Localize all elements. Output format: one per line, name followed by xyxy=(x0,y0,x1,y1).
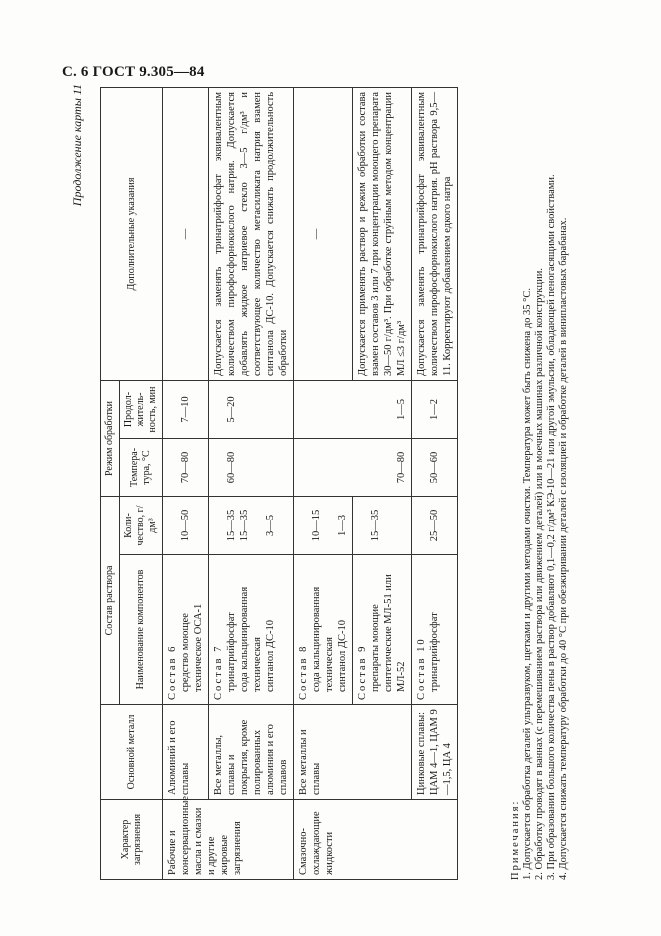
component-name: сода кальцинированная техническая xyxy=(311,586,335,692)
quantity-value: 1—3 xyxy=(337,515,348,536)
quantity-value: 15—35 xyxy=(226,509,237,542)
header-components: Наименование компонентов xyxy=(120,555,163,705)
notes-cell: Допускается заменять тринатрийфосфат эквивалентным количеством пирофосфорнокислого натрия. Допускается добавлять жидкое натриевое стекло 3—5 г/дм³ и соответствующее количество метасиликата натрия взамен синтанола ДС-10. Допускается снижать продолжительность обработки xyxy=(209,87,294,380)
quantity-cell xyxy=(163,496,209,554)
composition-label: Состав 7 xyxy=(213,644,224,700)
header-duration: Продол-житель-ность, мин xyxy=(120,380,163,438)
composition-label: Состав 9 xyxy=(357,644,368,700)
footnotes-title: Примечания: xyxy=(510,799,521,880)
quantity-value: 10—15 xyxy=(311,509,322,542)
treatment-table xyxy=(100,87,458,880)
quantity-cell xyxy=(412,496,458,554)
duration-value: 7—10 xyxy=(180,396,191,423)
temperature-cell xyxy=(209,438,294,496)
metal-cell: Все металлы, сплавы и покрытия, кроме полированных алюминия и его сплавов xyxy=(209,705,294,800)
quantity-value: 10—50 xyxy=(180,509,191,542)
temperature-value: 60—80 xyxy=(226,451,237,484)
metal-cell: Все металлы и сплавы xyxy=(294,705,412,800)
components-cell xyxy=(412,555,458,705)
duration-value: 5—20 xyxy=(226,396,237,423)
footnotes xyxy=(510,88,570,880)
duration-cell xyxy=(294,380,412,438)
header-additional: Дополнительные указания xyxy=(101,87,163,380)
header-quantity: Коли-чество, г/дм³ xyxy=(120,496,163,554)
duration-cell xyxy=(209,380,294,438)
notes-cell xyxy=(294,87,353,380)
footnote-item: 2. Обработку проводят в ваннах (с перемешиванием раствора или движением деталей) или в моечных машинах различной конструкции. xyxy=(534,267,545,880)
components-cell xyxy=(209,555,294,705)
footnote-item: 3. При образовании большого количества пены в раствор добавляют 0,1—0,2 г/дм³ КЭ-10—21 или другой эмульсии, обладающей пеногасящими свойствами. xyxy=(546,174,557,880)
page-header: С. 6 ГОСТ 9.305—84 xyxy=(62,64,205,80)
component-name: препараты моющие синтетические МЛ-51 или МЛ-52 xyxy=(370,574,407,692)
components-cell xyxy=(163,555,209,705)
quantity-cell xyxy=(294,496,353,554)
notes-cell: Допускается применять раствор и режим обработки состава взамен составов 3 или 7 при концентрации моющего препарата 30—50 г/дм³. При обработке струйным методом концентрации МЛ ≤3 г/дм³ xyxy=(353,87,412,380)
duration-value: 1—5 xyxy=(396,398,407,420)
component-name: синтанол ДС-10 xyxy=(265,619,276,692)
notes-value: — xyxy=(311,228,322,240)
temperature-value: 70—80 xyxy=(396,451,407,484)
quantity-cell xyxy=(353,496,412,554)
components-cell xyxy=(294,555,353,705)
metal-cell: Цинковые сплавы: ЦАМ 4—1, ЦАМ 9—1,5, ЦА 4 xyxy=(412,705,458,800)
duration-cell xyxy=(163,380,209,438)
component-name: средство моющее техническое ОСА-1 xyxy=(180,603,204,692)
composition-label: Состав 8 xyxy=(298,644,309,700)
table-row xyxy=(412,87,458,879)
table-row xyxy=(294,87,353,879)
notes-cell xyxy=(163,87,209,380)
header-metal: Основной металл xyxy=(101,705,163,800)
temperature-cell xyxy=(294,438,412,496)
notes-cell: Допускается заменять тринатрийфосфат эквивалентным количеством пирофосфорнокислого натрия. pH раствора 9,5—11. Корректируют добавлением едкого натра xyxy=(412,87,458,380)
footnote-item: 1. Допускается обработка деталей ультразвуком, щетками и другими методами очистки. Температура может быть снижена до 35 °С. xyxy=(522,287,533,880)
table-row xyxy=(163,87,209,879)
header-temperature: Темпера-тура, °С xyxy=(120,438,163,496)
character-cell: Рабочие и консервационные масла и смазки и другие жировые загрязнения xyxy=(163,800,294,880)
quantity-cell xyxy=(209,496,294,554)
component-name: синтанол ДС-10 xyxy=(337,619,348,692)
character-cell: Смазочно-охлаждающие жидкости xyxy=(294,800,458,880)
duration-value: 1—2 xyxy=(429,398,440,420)
quantity-value: 15—35 xyxy=(239,509,250,542)
footnote-item: 4. Допускается снижать температуру обработки до 40 °С при обезжиривании деталей с изоляцией и обработке деталей в винипластовых барабанах. xyxy=(558,217,569,880)
temperature-cell xyxy=(412,438,458,496)
duration-cell xyxy=(412,380,458,438)
component-name: тринатрийфосфат xyxy=(429,612,440,692)
rotated-content xyxy=(70,80,610,880)
composition-label: Состав 10 xyxy=(416,637,427,700)
continuation-label: Продолжение карты 11 xyxy=(70,84,84,207)
header-mode: Режим обработки xyxy=(101,380,120,496)
quantity-value: 3—5 xyxy=(265,515,276,536)
quantity-value: 25—50 xyxy=(429,509,440,542)
temperature-cell xyxy=(163,438,209,496)
temperature-value: 70—80 xyxy=(180,451,191,484)
header-character: Характер загрязнения xyxy=(101,800,163,880)
metal-cell: Алюминий и его сплавы xyxy=(163,705,209,800)
component-name: тринатрийфосфат xyxy=(226,612,237,692)
table-row xyxy=(209,87,294,879)
components-cell xyxy=(353,555,412,705)
notes-value: — xyxy=(180,228,191,240)
composition-label: Состав 6 xyxy=(167,644,178,700)
component-name: сода кальцинированная техническая xyxy=(239,586,263,692)
header-solution: Состав раствора xyxy=(101,496,120,704)
temperature-value: 50—60 xyxy=(429,451,440,484)
quantity-value: 15—35 xyxy=(370,509,381,542)
